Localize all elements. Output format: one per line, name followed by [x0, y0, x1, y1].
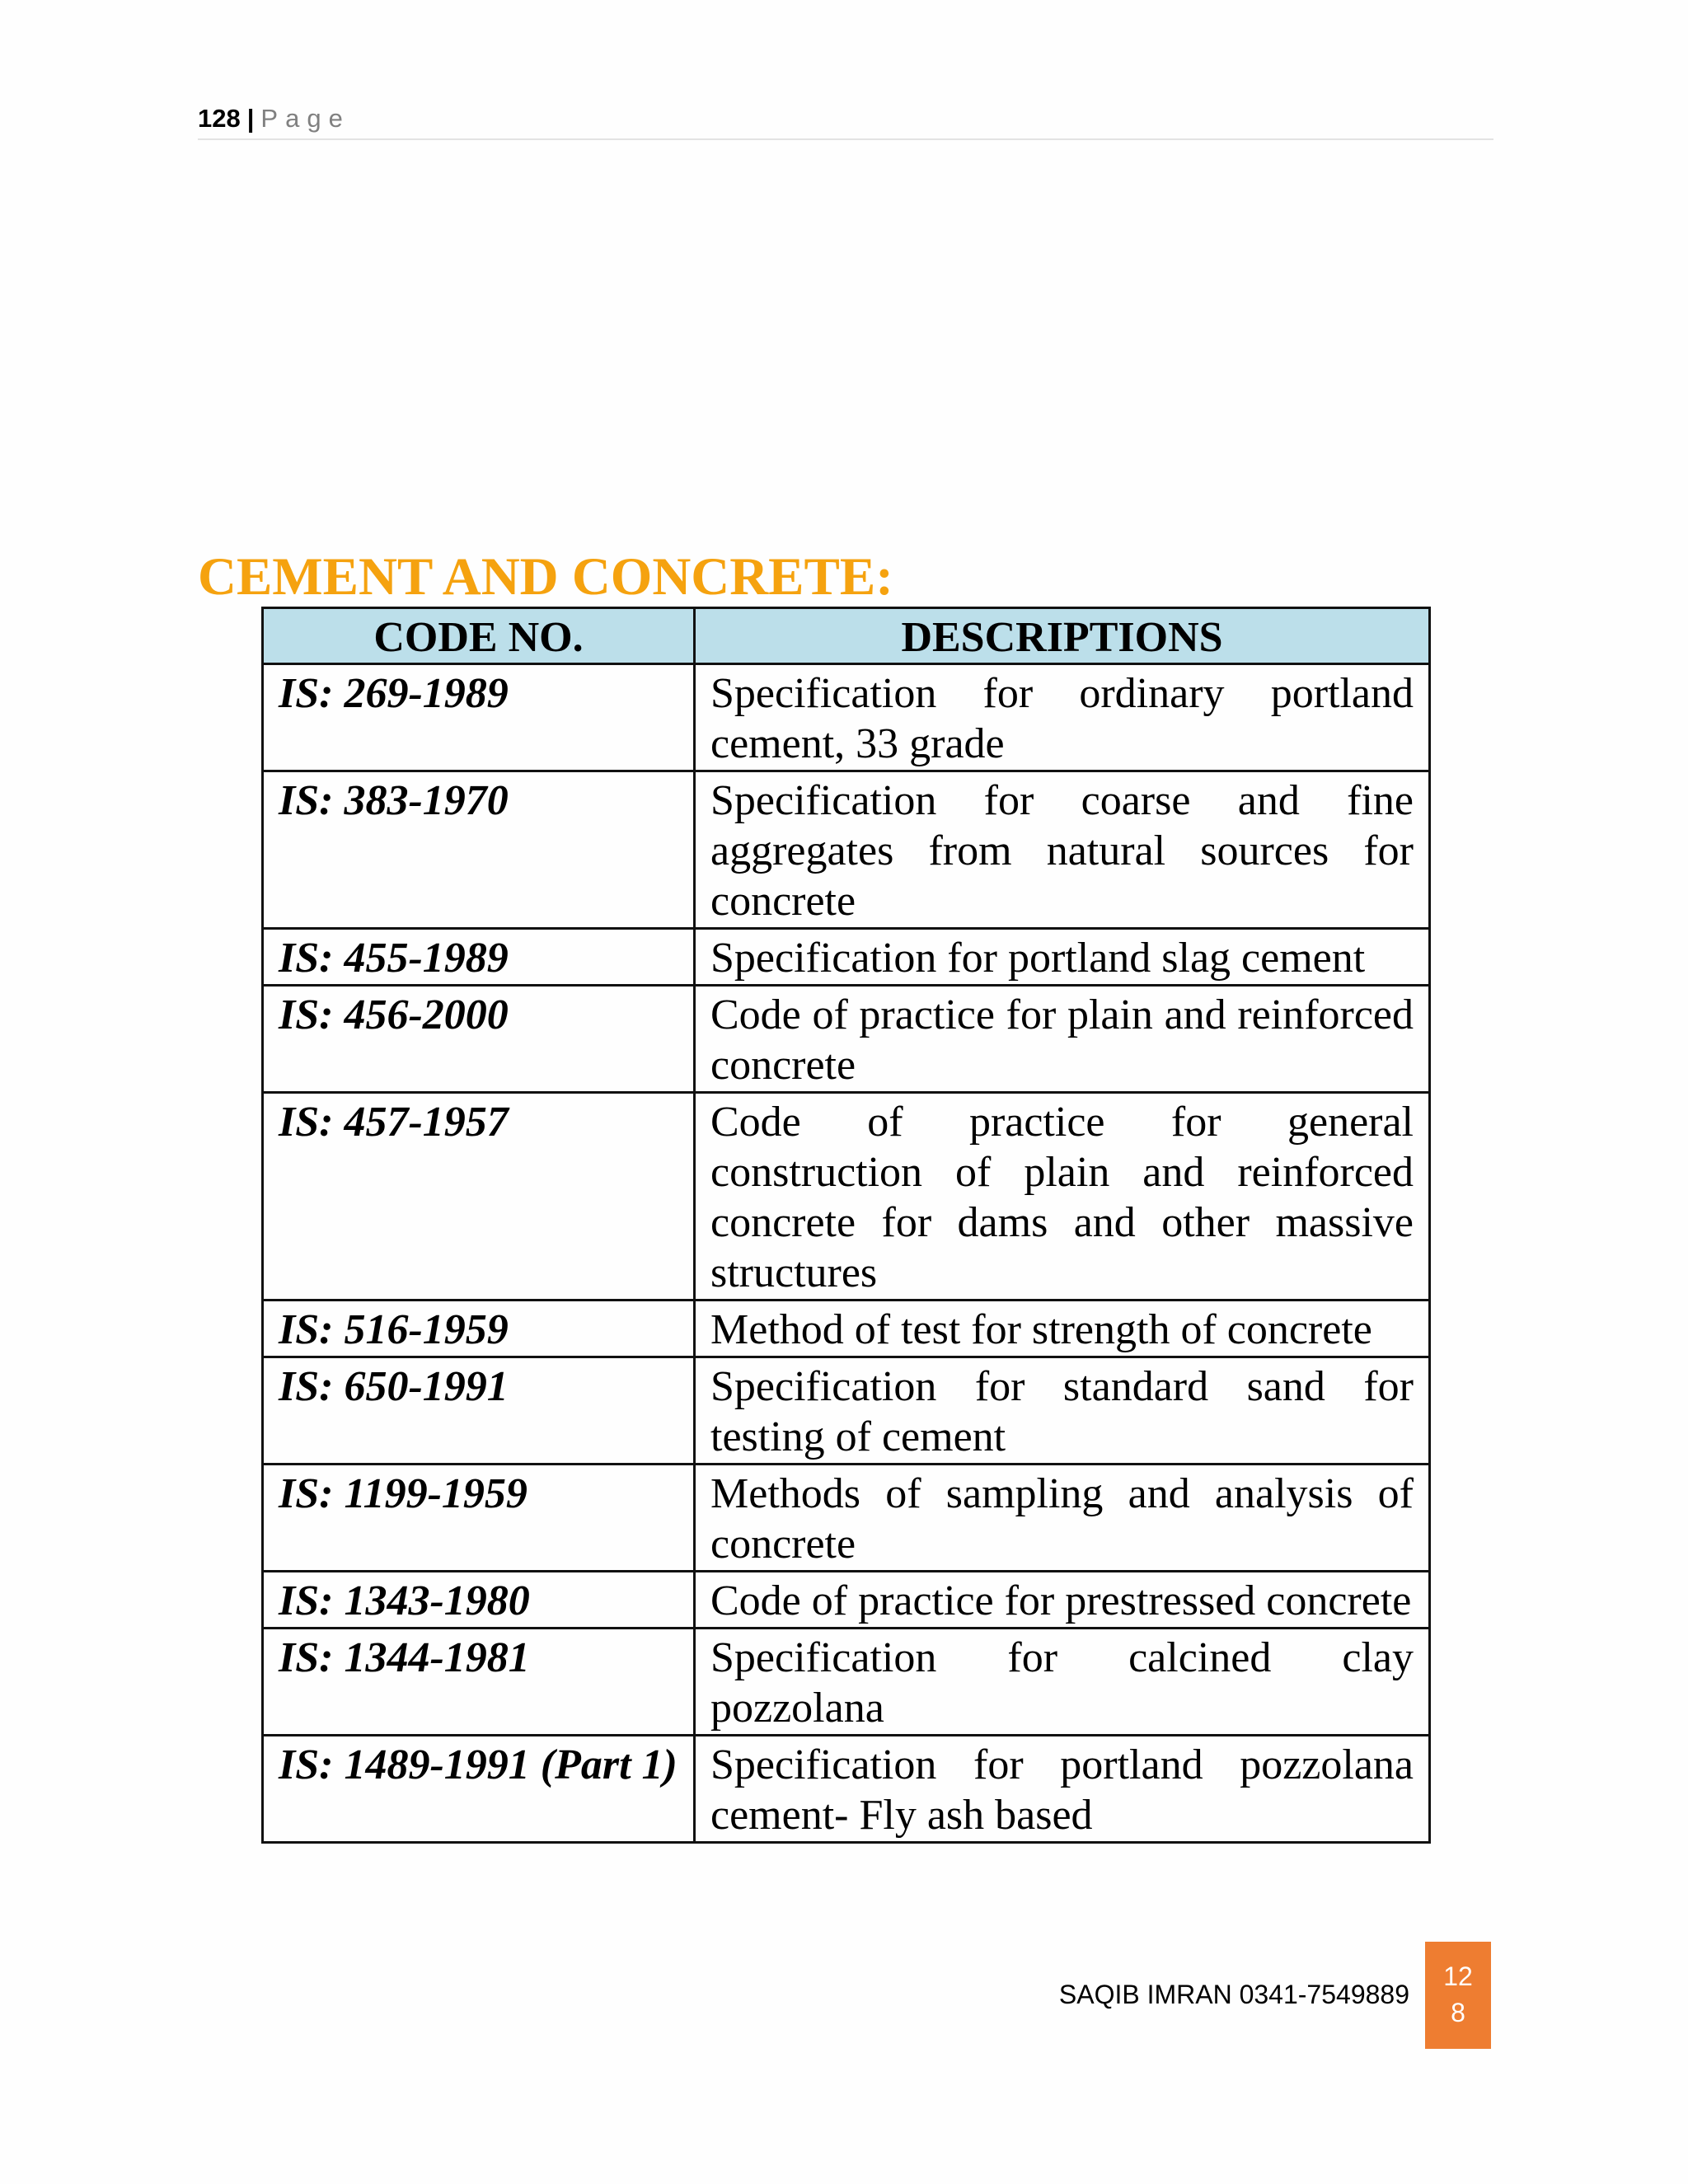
table-row [263, 1629, 1430, 1736]
description-cell: Code of practice for prestressed concrete [695, 1572, 1430, 1629]
column-header-code: CODE NO. [263, 608, 695, 664]
description-cell: Specification for portland slag cement [695, 929, 1430, 986]
code-cell: IS: 383-1970 [263, 771, 695, 929]
table-row [263, 1093, 1430, 1301]
code-cell: IS: 516-1959 [263, 1301, 695, 1357]
section-title: CEMENT AND CONCRETE: [198, 547, 893, 607]
codes-table [261, 607, 1431, 1844]
table-header-row [263, 608, 1430, 664]
table-row [263, 1736, 1430, 1843]
badge-line-1: 12 [1443, 1961, 1473, 1991]
description-cell: Specification for portland pozzolana cement- Fly ash based [695, 1736, 1430, 1843]
table-row [263, 1572, 1430, 1629]
code-cell: IS: 1199-1959 [263, 1465, 695, 1572]
column-header-description: DESCRIPTIONS [695, 608, 1430, 664]
code-cell: IS: 455-1989 [263, 929, 695, 986]
table-row [263, 771, 1430, 929]
description-cell: Specification for coarse and fine aggregates from natural sources for concrete [695, 771, 1430, 929]
code-cell: IS: 457-1957 [263, 1093, 695, 1301]
description-cell: Specification for calcined clay pozzolana [695, 1629, 1430, 1736]
description-cell: Method of test for strength of concrete [695, 1301, 1430, 1357]
page-number-badge [1425, 1942, 1491, 2049]
header-separator: | [246, 104, 255, 133]
code-cell: IS: 269-1989 [263, 664, 695, 771]
code-cell: IS: 1489-1991 (Part 1) [263, 1736, 695, 1843]
header-page-number: 128 [198, 104, 241, 133]
header-page-label: Page [260, 104, 350, 133]
code-cell: IS: 650-1991 [263, 1357, 695, 1465]
table-row [263, 1465, 1430, 1572]
footer-author: SAQIB IMRAN 0341-7549889 [1058, 1980, 1409, 2009]
code-cell: IS: 1344-1981 [263, 1629, 695, 1736]
table-row [263, 986, 1430, 1093]
description-cell: Methods of sampling and analysis of concrete [695, 1465, 1430, 1572]
table-row [263, 664, 1430, 771]
description-cell: Code of practice for general construction of plain and reinforced concrete for dams and other massive structures [695, 1093, 1430, 1301]
description-cell: Code of practice for plain and reinforced concrete [695, 986, 1430, 1093]
table-row [263, 1301, 1430, 1357]
badge-line-2: 8 [1451, 1998, 1465, 2027]
code-cell: IS: 456-2000 [263, 986, 695, 1093]
description-cell: Specification for standard sand for testing of cement [695, 1357, 1430, 1465]
description-cell: Specification for ordinary portland cement, 33 grade [695, 664, 1430, 771]
code-cell: IS: 1343-1980 [263, 1572, 695, 1629]
table-row [263, 929, 1430, 986]
page-header [198, 99, 1493, 140]
table-row [263, 1357, 1430, 1465]
